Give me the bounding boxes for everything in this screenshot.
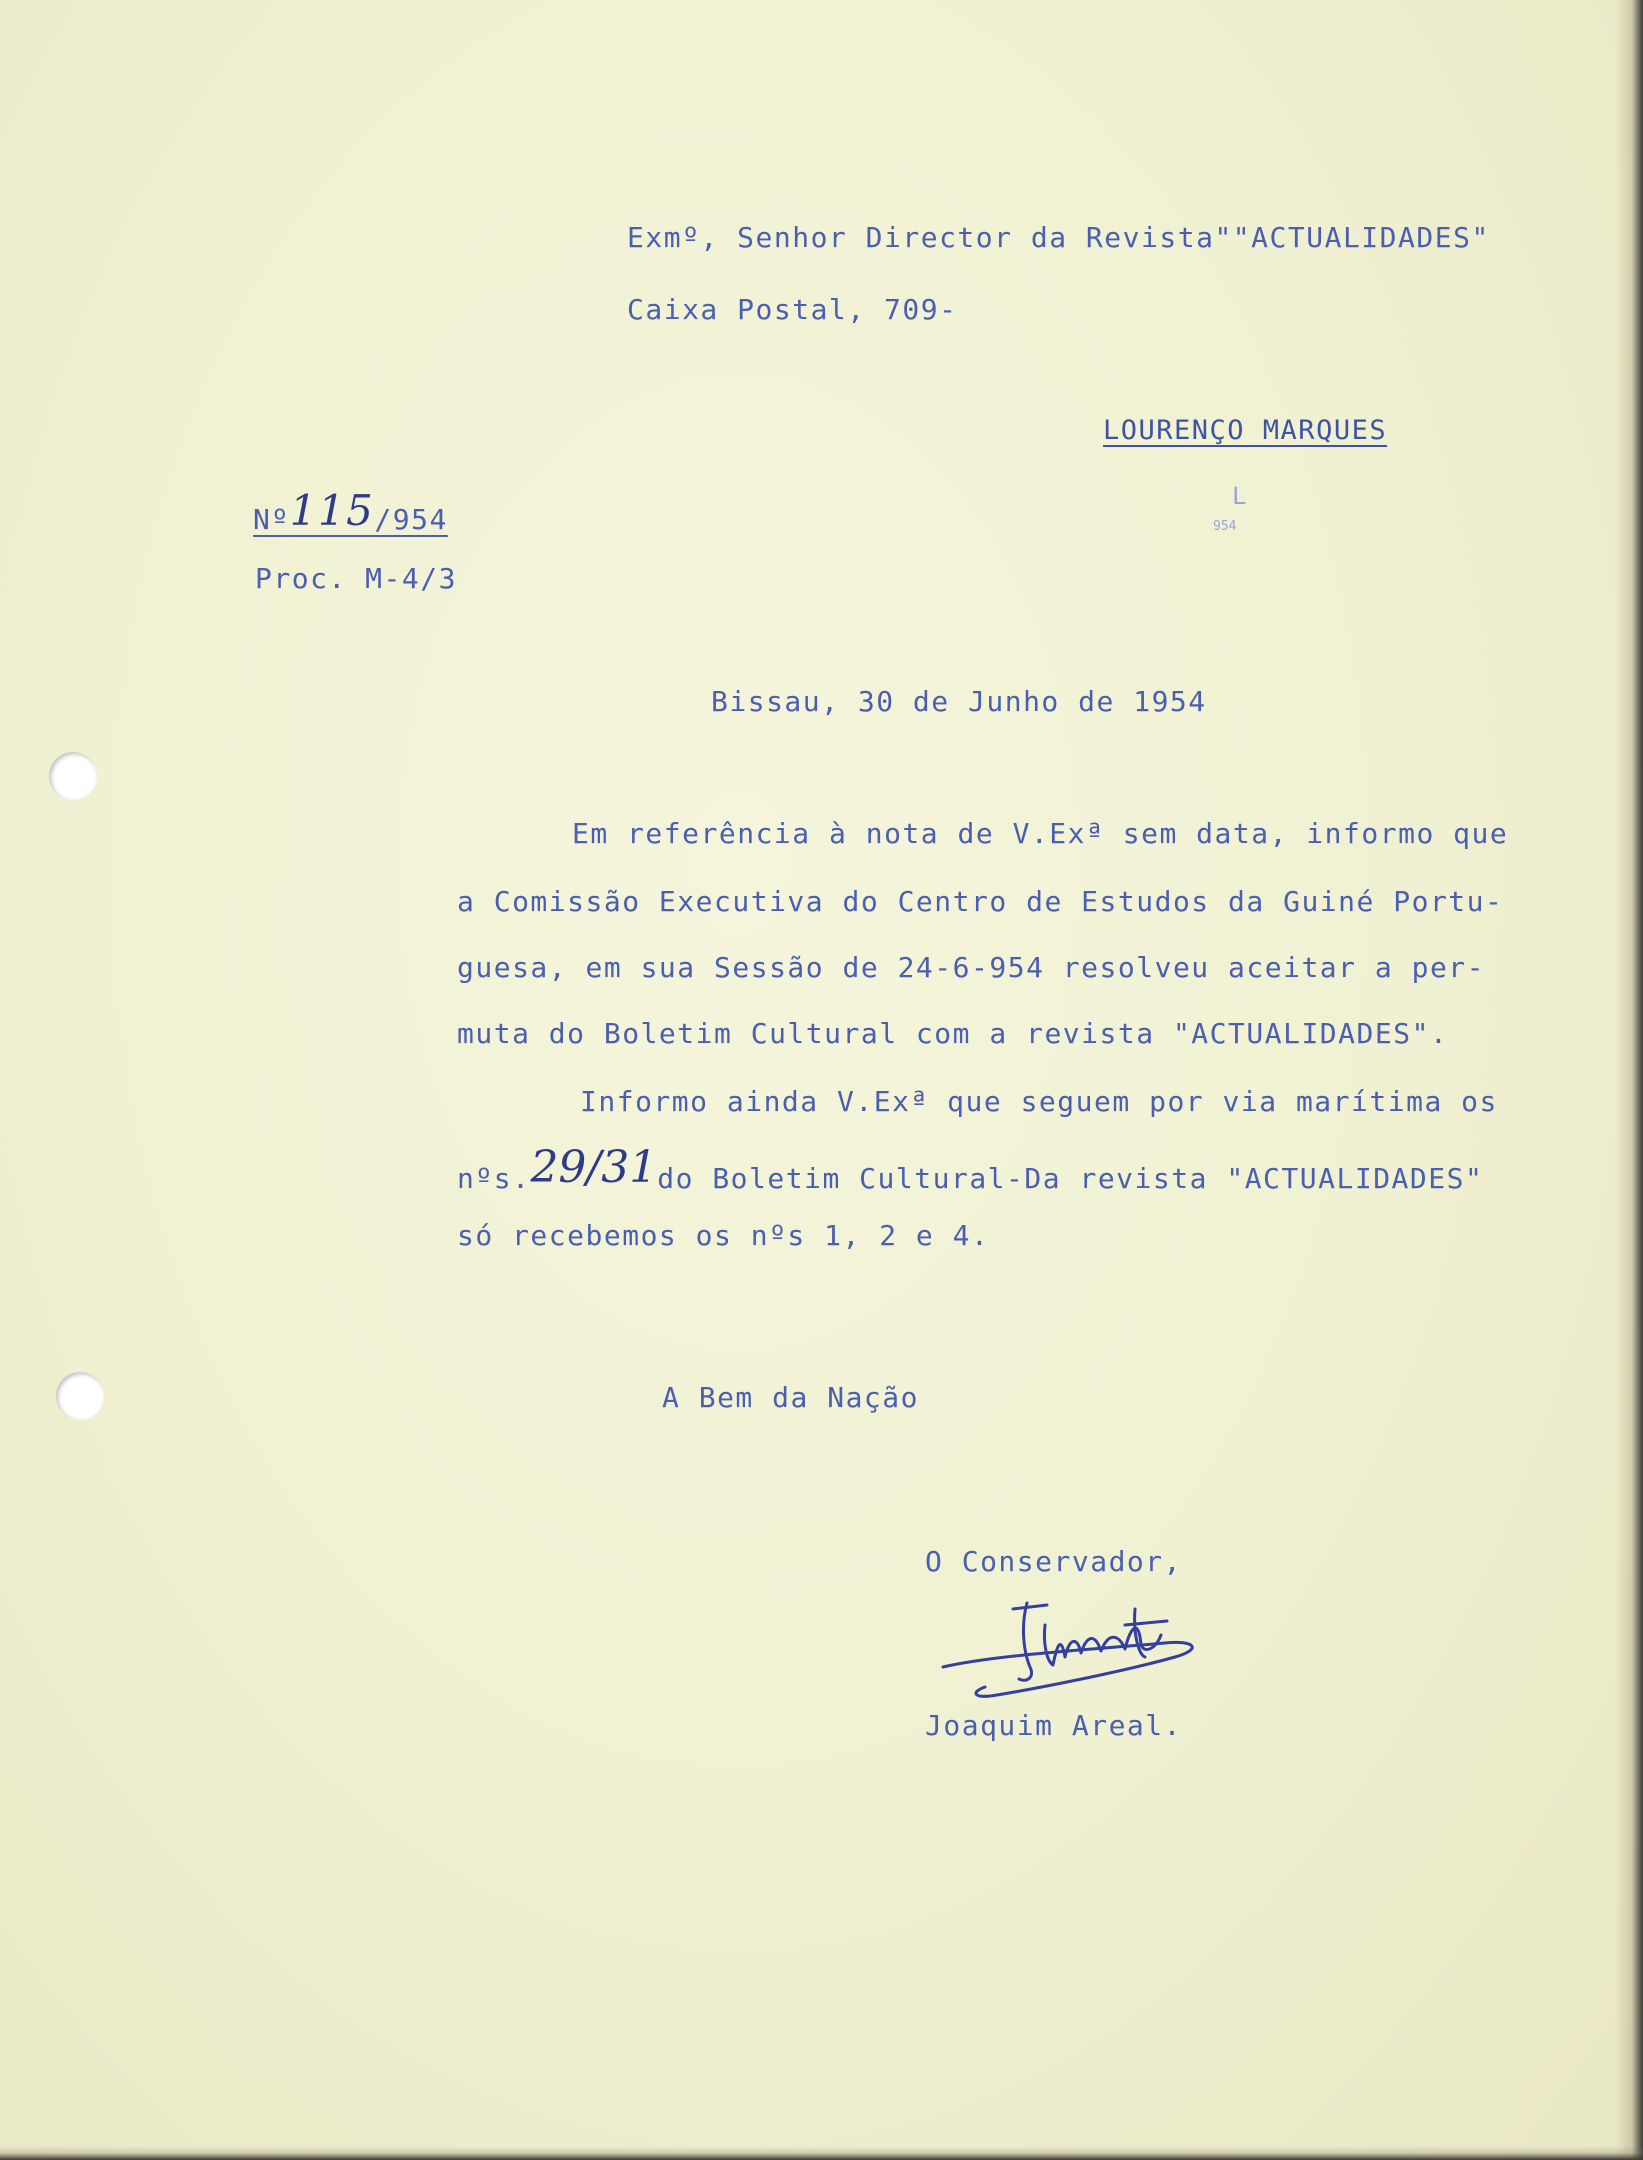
body-p1-line-3: guesa, em sua Sessão de 24-6-954 resolveu aceitar a per- <box>457 951 1486 984</box>
body-p2-line-1: Informo ainda V.Exª que seguem por via marítima os <box>580 1085 1498 1118</box>
body-p2-line-2-suffix: do Boletim Cultural-Da revista "ACTUALIDADES" <box>657 1162 1484 1195</box>
reference-number-line <box>253 486 448 536</box>
stamp-mark: L <box>1232 482 1247 510</box>
issue-numbers-handwritten: 29/31 <box>530 1142 658 1193</box>
process-reference: Proc. M-4/3 <box>255 562 457 595</box>
paper-edge-bottom <box>0 2146 1643 2160</box>
body-p1-line-2: a Comissão Executiva do Centro de Estudos da Guiné Portu- <box>457 885 1504 918</box>
reference-year: /954 <box>374 503 448 536</box>
signoff-title: O Conservador, <box>925 1545 1183 1578</box>
address-line-2: Caixa Postal, 709- <box>627 293 958 326</box>
body-p1-line-4: muta do Boletim Cultural com a revista "ACTUALIDADES". <box>457 1017 1449 1050</box>
closing-formula: A Bem da Nação <box>662 1381 920 1414</box>
punch-hole-bottom <box>56 1372 104 1420</box>
body-p2-line-2 <box>457 1142 1484 1196</box>
reference-number-handwritten: 115 <box>289 486 375 535</box>
reference-prefix: Nº <box>253 503 290 536</box>
body-p1-line-1: Em referência à nota de V.Exª sem data, informo que <box>572 817 1509 850</box>
punch-hole-top <box>49 752 97 800</box>
address-city: LOURENÇO MARQUES <box>1103 415 1388 446</box>
stamp-small-text: 954 <box>1213 519 1237 534</box>
signoff-name: Joaquim Areal. <box>925 1709 1183 1742</box>
date-line: Bissau, 30 de Junho de 1954 <box>711 685 1207 718</box>
handwritten-signature <box>935 1595 1225 1715</box>
body-p2-line-3: só recebemos os nºs 1, 2 e 4. <box>457 1219 990 1252</box>
address-line-1: Exmº, Senhor Director da Revista""ACTUALIDADES" <box>627 221 1490 254</box>
paper-edge-right <box>1615 0 1643 2160</box>
body-p2-line-2-prefix: nºs. <box>457 1162 531 1195</box>
